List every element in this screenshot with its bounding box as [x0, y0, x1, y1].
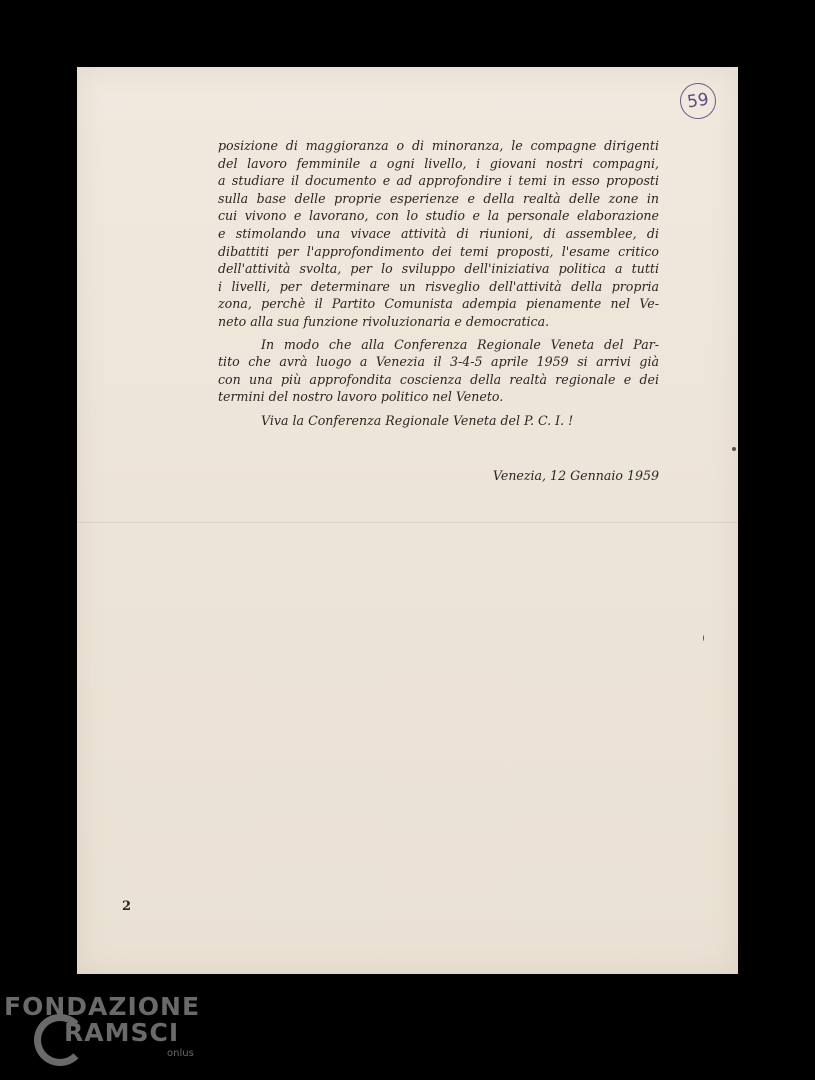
paper-fold-line — [77, 522, 738, 523]
logo-suffix: onlus — [167, 1048, 194, 1059]
text-line: a studiare il documento e ad approfondire i temi in esso proposti — [218, 173, 659, 189]
text-line: In modo che alla Conferenza Regionale Veneta del Par- — [261, 336, 659, 352]
archive-number-stamp: 59 — [678, 81, 719, 122]
text-line: cui vivono e lavorano, con lo studio e la personale elaborazione — [218, 208, 659, 224]
fondazione-gramsci-logo — [4, 992, 204, 1072]
closing-line: Viva la Conferenza Regionale Veneta del P. C. I. ! — [261, 412, 574, 428]
text-line: zona, perchè il Partito Comunista adempia pienamente nel Ve- — [218, 296, 659, 312]
paragraph-1 — [218, 137, 659, 331]
text-line: dibattiti per l'approfondimento dei temi proposti, l'esame critico — [218, 243, 659, 259]
paper-speck — [732, 447, 736, 451]
text-line: del lavoro femminile a ogni livello, i giovani nostri compagni, — [218, 155, 659, 171]
text-line: posizione di maggioranza o di minoranza, le compagne dirigenti — [218, 138, 659, 153]
document-page — [77, 67, 738, 974]
text-line: termini del nostro lavoro politico nel Veneto. — [218, 389, 504, 405]
paragraph-2 — [218, 336, 659, 406]
body-text — [218, 137, 659, 430]
text-line: neto alla sua funzione rivoluzionaria e democratica. — [218, 313, 550, 329]
text-line: sulla base delle proprie esperienze e della realtà delle zone in — [218, 190, 659, 206]
logo-line-2: RAMSCI — [64, 1018, 180, 1047]
text-line: con una più approfondita coscienza della realtà regionale e dei — [218, 371, 659, 387]
paper-speck — [703, 635, 704, 641]
page-number: 2 — [122, 899, 132, 914]
text-line: dell'attività svolta, per lo sviluppo dell'iniziativa politica a tutti — [218, 261, 659, 277]
date-line: Venezia, 12 Gennaio 1959 — [492, 468, 659, 483]
text-line: e stimolando una vivace attività di riunioni, di assemblee, di — [218, 225, 659, 241]
text-line: tito che avrà luogo a Venezia il 3-4-5 aprile 1959 si arrivi già — [218, 354, 659, 370]
text-line: i livelli, per determinare un risveglio dell'attività della propria — [218, 278, 659, 294]
logo-line-1: FONDAZIONE — [4, 992, 201, 1021]
